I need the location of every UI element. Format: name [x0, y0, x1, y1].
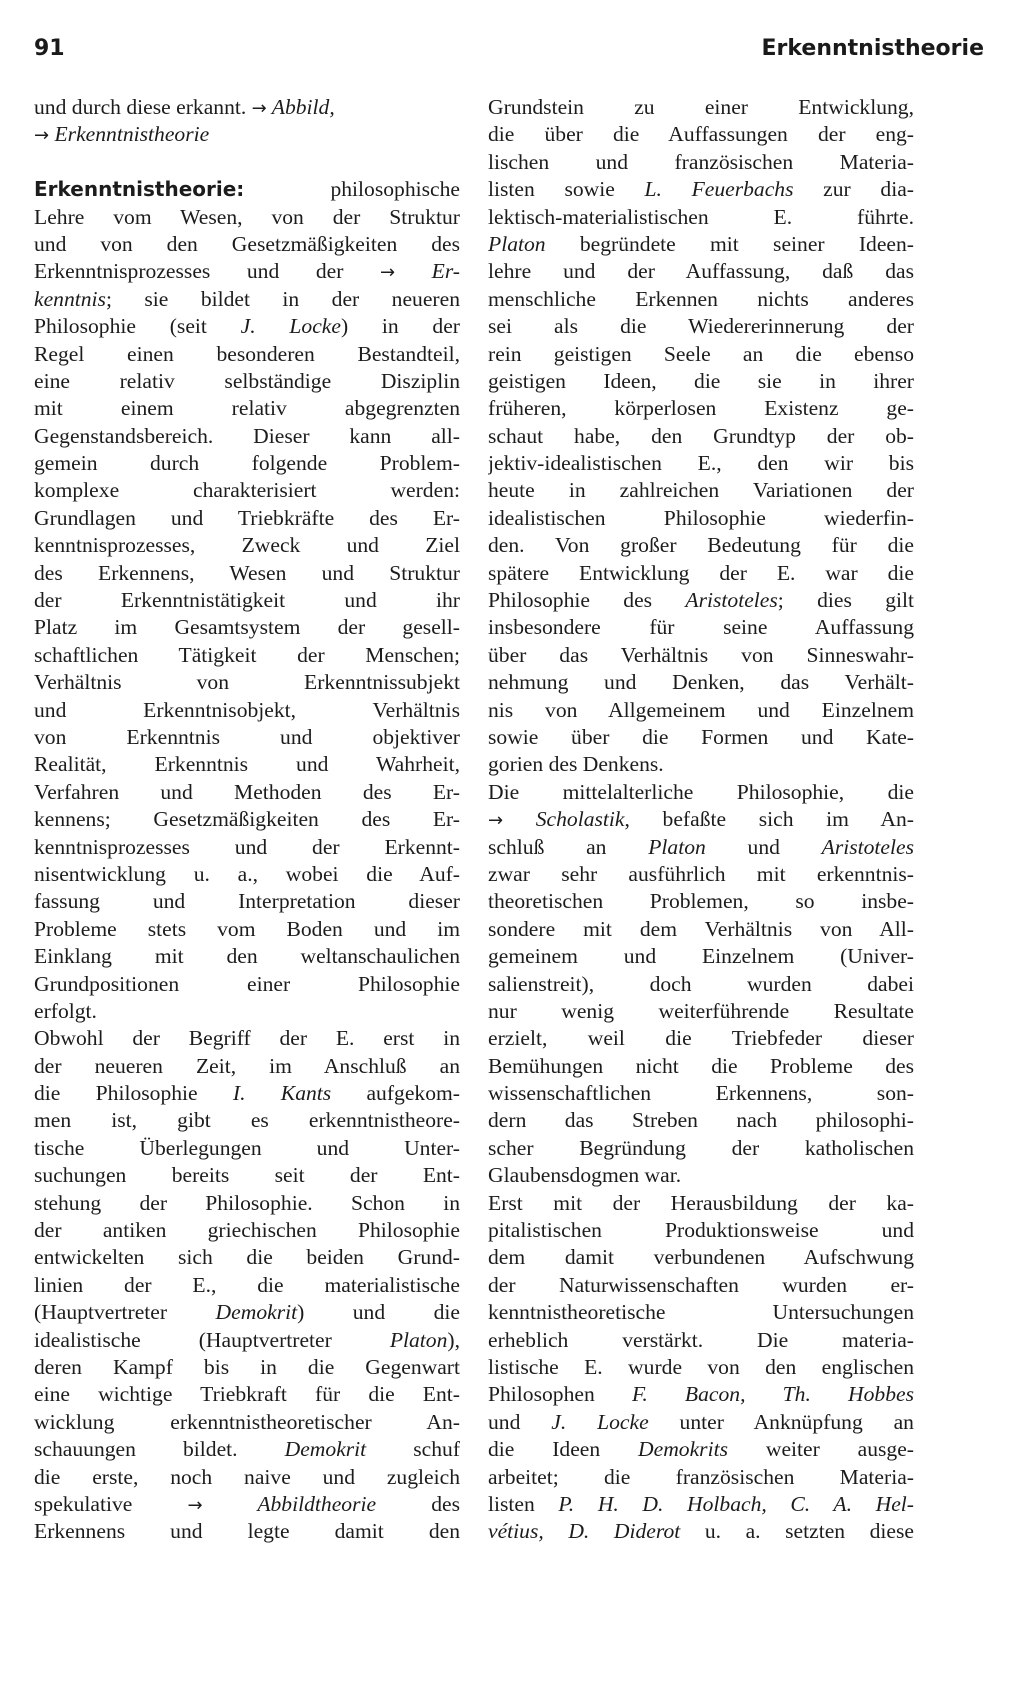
cross-reference-arrow-icon: →: [488, 810, 504, 832]
italic-term: Er-: [395, 259, 460, 284]
text-run: der Naturwissenschaften wurden er-: [488, 1272, 914, 1297]
text-run: erzielt, weil die Triebfeder dieser: [488, 1026, 914, 1051]
text-run: aufgekom-: [331, 1081, 460, 1106]
cross-reference-arrow-icon: →: [34, 125, 50, 147]
italic-term: Aristoteles: [821, 834, 914, 859]
text-line: [34, 532, 460, 559]
text-line: [488, 642, 914, 669]
text-run: und Erkenntnisobjekt, Verhältnis: [34, 697, 460, 722]
text-line: [488, 861, 914, 888]
text-line: [34, 916, 460, 943]
text-line: [34, 971, 460, 998]
text-line: [488, 1381, 914, 1408]
text-line: [488, 1491, 914, 1518]
text-line: [488, 1053, 914, 1080]
text-line: [488, 231, 914, 258]
text-line: [34, 1244, 460, 1271]
text-line: [34, 1025, 460, 1052]
text-line: [488, 971, 914, 998]
text-run: früheren, körperlosen Existenz ge-: [488, 396, 914, 421]
text-run: Einklang mit den weltanschaulichen: [34, 944, 460, 969]
text-line: [34, 1354, 460, 1381]
text-run: schauungen bildet.: [34, 1437, 285, 1462]
text-run: zwar sehr ausführlich mit erkenntnis-: [488, 861, 914, 886]
text-run: die erste, noch naive und zugleich: [34, 1464, 460, 1489]
text-run: nis von Allgemeinem und Einzelnem: [488, 697, 914, 722]
text-run: sondere mit dem Verhältnis von All-: [488, 916, 914, 941]
text-line: [488, 724, 914, 751]
text-run: men ist, gibt es erkenntnistheore-: [34, 1108, 460, 1133]
text-run: Die mittelalterliche Philosophie, die: [488, 779, 914, 804]
text-line: [34, 1190, 460, 1217]
text-line: [488, 368, 914, 395]
text-line: [34, 669, 460, 696]
text-line: [34, 614, 460, 641]
cross-reference-arrow-icon: →: [379, 262, 396, 284]
text-line: [488, 560, 914, 587]
page-number: 91: [34, 36, 65, 61]
entry-headword: Erkenntnistheorie:: [34, 177, 245, 202]
text-run: Glaubensdogmen war.: [488, 1163, 682, 1188]
text-line: [488, 176, 914, 203]
text-line: [488, 204, 914, 231]
text-line: [488, 1025, 914, 1052]
text-run: Grundstein zu einer Entwicklung,: [488, 95, 914, 119]
text-line: [488, 121, 914, 148]
text-run: schluß an: [488, 834, 649, 859]
text-run: ) und die: [297, 1300, 460, 1325]
text-run: dem damit verbundenen Aufschwung: [488, 1245, 914, 1270]
text-run: lektisch-materialistischen E. führte.: [488, 204, 914, 229]
text-run: rein geistigen Seele an die ebenso: [488, 341, 914, 366]
text-line: [488, 94, 914, 121]
text-run: Erkennens und legte damit den: [34, 1519, 460, 1544]
text-run: kennens; Gesetzmäßigkeiten des Er-: [34, 807, 460, 832]
text-line: [34, 231, 460, 258]
text-line: [488, 1354, 914, 1381]
text-line: [488, 532, 914, 559]
text-run: wicklung erkenntnistheoretischer An-: [34, 1409, 460, 1434]
text-line: [34, 834, 460, 861]
text-run: über das Verhältnis von Sinneswahr-: [488, 642, 914, 667]
text-run: suchungen bereits seit der Ent-: [34, 1163, 460, 1188]
text-run: eine relativ selbständige Disziplin: [34, 368, 460, 393]
text-line: [488, 1190, 914, 1217]
italic-term: L. Feuerbachs: [644, 177, 794, 202]
text-line: [34, 1464, 460, 1491]
text-run: erheblich verstärkt. Die materia-: [488, 1327, 914, 1352]
text-run: Grundpositionen einer Philosophie: [34, 971, 460, 996]
text-line: [34, 477, 460, 504]
italic-term: Aristoteles: [685, 588, 778, 613]
text-line: [488, 1436, 914, 1463]
text-line: [488, 888, 914, 915]
text-line: [488, 806, 914, 833]
text-run: ),: [447, 1327, 460, 1352]
text-run: heute in zahlreichen Variationen der: [488, 478, 914, 503]
text-run: schaut habe, den Grundtyp der ob-: [488, 423, 914, 448]
text-run: der antiken griechischen Philosophie: [34, 1218, 460, 1243]
text-run: listen sowie: [488, 177, 645, 202]
text-run: ; sie bildet in der neueren: [105, 286, 460, 311]
text-line: [34, 1135, 460, 1162]
text-line: [488, 779, 914, 806]
text-run: sei als die Wiedererinnerung der: [488, 314, 914, 339]
text-run: dern das Streben nach philosophi-: [488, 1108, 914, 1133]
text-run: entwickelten sich die beiden Grund-: [34, 1245, 460, 1270]
text-line: [34, 1053, 460, 1080]
text-run: Obwohl der Begriff der E. erst in: [34, 1026, 460, 1051]
text-line: [34, 806, 460, 833]
text-run: erfolgt.: [34, 998, 97, 1023]
text-run: wissenschaftlichen Erkennens, son-: [488, 1081, 914, 1106]
text-run: Regel einen besonderen Bestandteil,: [34, 341, 460, 366]
text-run: die Ideen: [488, 1437, 639, 1462]
text-run: Bemühungen nicht die Probleme des: [488, 1053, 914, 1078]
italic-term: kenntnis: [34, 286, 106, 311]
text-run: Verhältnis von Erkenntnissubjekt: [34, 670, 460, 695]
text-run: deren Kampf bis in die Gegenwart: [34, 1354, 460, 1379]
text-run: jektiv-idealistischen E., den wir bis: [488, 451, 914, 476]
text-run: geistigen Ideen, die sie in ihrer: [488, 368, 914, 393]
text-line: [34, 176, 460, 203]
text-run: ) in der: [340, 314, 460, 339]
text-run: arbeitet; die französischen Materia-: [488, 1464, 914, 1489]
text-run: scher Begründung der katholischen: [488, 1135, 914, 1160]
italic-term: Platon: [648, 834, 706, 859]
text-run: nisentwicklung u. a., wobei die Auf-: [34, 861, 460, 886]
italic-term: Demokrits: [638, 1437, 728, 1462]
text-line: [34, 395, 460, 422]
text-run: linien der E., die materialistische: [34, 1272, 460, 1297]
italic-term: Demokrit: [215, 1300, 298, 1325]
text-run: philosophische: [244, 177, 460, 202]
text-line: [488, 341, 914, 368]
text-run: der Erkenntnistätigkeit und ihr: [34, 588, 460, 613]
text-run: theoretischen Problemen, so insbe-: [488, 889, 914, 914]
text-line: [34, 313, 460, 340]
text-line: [34, 751, 460, 778]
text-run: begründete mit seiner Ideen-: [545, 231, 914, 256]
text-run: pitalistischen Produktionsweise und: [488, 1218, 914, 1243]
italic-term: J. Locke: [551, 1409, 649, 1434]
text-line: [488, 1107, 914, 1134]
text-line: [34, 697, 460, 724]
text-line: [488, 998, 914, 1025]
text-run: Philosophie (seit: [34, 314, 241, 339]
text-run: Platz im Gesamtsystem der gesell-: [34, 615, 460, 640]
text-run: Philosophie des: [488, 588, 686, 613]
text-line: [34, 560, 460, 587]
text-line: [34, 450, 460, 477]
text-line: [488, 149, 914, 176]
text-run: menschliche Erkennen nichts anderes: [488, 286, 914, 311]
text-run: des: [376, 1491, 460, 1516]
text-run: Realität, Erkenntnis und Wahrheit,: [34, 752, 460, 777]
text-line: [34, 943, 460, 970]
text-run: unter Anknüpfung an: [648, 1409, 914, 1434]
text-run: u. a. setzten diese: [680, 1519, 914, 1544]
text-run: Gegenstandsbereich. Dieser kann all-: [34, 423, 460, 448]
text-line: [488, 313, 914, 340]
cross-reference-arrow-icon: →: [251, 98, 267, 119]
text-line: [34, 724, 460, 751]
text-run: und: [705, 834, 822, 859]
text-line: [34, 1436, 460, 1463]
text-run: gorien des Denkens.: [488, 752, 664, 777]
text-run: die Philosophie: [34, 1081, 233, 1106]
text-line: [488, 505, 914, 532]
text-line: [488, 477, 914, 504]
italic-term: Demokrit: [284, 1437, 367, 1462]
text-run: insbesondere für seine Auffassung: [488, 615, 914, 640]
text-run: kenntnistheoretische Untersuchungen: [488, 1300, 914, 1325]
text-line: [34, 1107, 460, 1134]
italic-term: Platon: [488, 231, 546, 256]
text-run: idealistische (Hauptvertreter: [34, 1327, 390, 1352]
text-run: salienstreit), doch wurden dabei: [488, 971, 914, 996]
text-line: [488, 1464, 914, 1491]
text-run: kenntnisprozesses, Zweck und Ziel: [34, 533, 460, 558]
text-run: ; dies gilt: [777, 588, 914, 613]
text-line: [488, 1244, 914, 1271]
running-head: Erkenntnistheorie: [761, 36, 984, 61]
text-line: [34, 861, 460, 888]
text-line: [488, 1272, 914, 1299]
text-run: idealistischen Philosophie wiederfin-: [488, 505, 914, 530]
text-line: [488, 1518, 914, 1545]
italic-term: F. Bacon, Th. Hobbes: [631, 1382, 914, 1407]
text-run: listische E. wurde von den englischen: [488, 1354, 914, 1379]
text-line: [488, 1135, 914, 1162]
text-line: [488, 1080, 914, 1107]
italic-term: I. Kants: [232, 1081, 332, 1106]
text-run: Philosophen: [488, 1382, 632, 1407]
text-line: [488, 669, 914, 696]
text-run: lischen und französischen Materia-: [488, 149, 914, 174]
text-line: [488, 1162, 914, 1189]
text-line: [34, 341, 460, 368]
text-line: [488, 1409, 914, 1436]
text-line: [34, 94, 460, 121]
text-run: stehung der Philosophie. Schon in: [34, 1190, 460, 1215]
text-run: Verfahren und Methoden des Er-: [34, 779, 460, 804]
text-run: gemeinem und Einzelnem (Univer-: [488, 944, 914, 969]
italic-term: Erkenntnistheorie: [49, 122, 210, 147]
text-line: [34, 121, 460, 148]
italic-term: Abbild,: [266, 95, 335, 119]
text-line: [34, 1518, 460, 1545]
text-run: lehre und der Auffassung, daß das: [488, 259, 914, 284]
text-run: gemein durch folgende Problem-: [34, 451, 460, 476]
text-run: kenntnisprozesses und der Erkennt-: [34, 834, 460, 859]
text-run: (Hauptvertreter: [34, 1300, 216, 1325]
text-line: [34, 505, 460, 532]
text-line: [34, 1491, 460, 1518]
text-line: [34, 642, 460, 669]
text-run: schaftlichen Tätigkeit der Menschen;: [34, 642, 460, 667]
text-run: , befaßte sich im An-: [624, 807, 914, 832]
text-run: die über die Auffassungen der eng-: [488, 122, 914, 147]
text-line: [34, 423, 460, 450]
text-run: fassung und Interpretation dieser: [34, 889, 460, 914]
text-run: Grundlagen und Triebkräfte des Er-: [34, 505, 460, 530]
text-run: nehmung und Denken, das Verhält-: [488, 670, 914, 695]
text-line: [34, 368, 460, 395]
text-line: [34, 1409, 460, 1436]
text-line: [488, 1299, 914, 1326]
text-run: den. Von großer Bedeutung für die: [488, 533, 914, 558]
text-run: der neueren Zeit, im Anschluß an: [34, 1053, 460, 1078]
text-run: und: [488, 1409, 552, 1434]
text-line: [488, 916, 914, 943]
text-line: [34, 1217, 460, 1244]
text-line: [488, 943, 914, 970]
text-run: spekulative: [34, 1491, 188, 1516]
paragraph-gap: [34, 149, 460, 176]
text-run: zur dia-: [793, 177, 914, 202]
text-line: [488, 423, 914, 450]
text-run: Erkenntnisprozesses und der: [34, 259, 380, 284]
text-line: [488, 751, 914, 778]
text-run: und durch diese erkannt.: [34, 95, 252, 119]
text-line: [34, 1299, 460, 1326]
left-text-column: [34, 94, 460, 1546]
right-text-column: [488, 94, 914, 1546]
text-line: [34, 1080, 460, 1107]
text-line: [34, 258, 460, 285]
text-run: eine wichtige Triebkraft für die Ent-: [34, 1382, 460, 1407]
italic-term: P. H. D. Holbach, C. A. Hel-: [558, 1491, 914, 1516]
page-header: [34, 36, 984, 76]
text-line: [34, 286, 460, 313]
text-run: des Erkennens, Wesen und Struktur: [34, 560, 460, 585]
text-line: [34, 779, 460, 806]
text-line: [488, 395, 914, 422]
italic-term: J. Locke: [240, 314, 341, 339]
italic-term: Abbildtheorie: [202, 1491, 377, 1516]
text-line: [488, 697, 914, 724]
text-run: weiter ausge-: [728, 1437, 914, 1462]
text-line: [34, 1381, 460, 1408]
text-run: Lehre vom Wesen, von der Struktur: [34, 204, 460, 229]
text-run: komplexe charakterisiert werden:: [34, 478, 460, 503]
text-line: [488, 258, 914, 285]
italic-term: vétius, D. Diderot: [488, 1519, 681, 1544]
text-run: nur wenig weiterführende Resultate: [488, 998, 914, 1023]
text-run: sowie über die Formen und Kate-: [488, 724, 914, 749]
text-line: [488, 286, 914, 313]
text-run: schuf: [366, 1437, 460, 1462]
text-line: [488, 1327, 914, 1354]
text-run: Erst mit der Herausbildung der ka-: [488, 1190, 914, 1215]
text-run: von Erkenntnis und objektiver: [34, 724, 460, 749]
text-run: und von den Gesetzmäßigkeiten des: [34, 231, 460, 256]
text-line: [34, 888, 460, 915]
text-run: tische Überlegungen und Unter-: [34, 1135, 460, 1160]
text-run: spätere Entwicklung der E. war die: [488, 560, 914, 585]
text-line: [34, 1272, 460, 1299]
text-line: [34, 1162, 460, 1189]
italic-term: Scholastik: [503, 807, 625, 832]
text-run: mit einem relativ abgegrenzten: [34, 396, 460, 421]
text-line: [488, 587, 914, 614]
text-line: [488, 834, 914, 861]
text-line: [34, 998, 460, 1025]
text-line: [488, 450, 914, 477]
text-run: listen: [488, 1491, 559, 1516]
cross-reference-arrow-icon: →: [187, 1494, 203, 1516]
text-line: [34, 1327, 460, 1354]
text-line: [488, 1217, 914, 1244]
text-line: [488, 614, 914, 641]
text-run: Probleme stets vom Boden und im: [34, 916, 460, 941]
italic-term: Platon: [389, 1327, 448, 1352]
text-line: [34, 587, 460, 614]
text-line: [34, 204, 460, 231]
